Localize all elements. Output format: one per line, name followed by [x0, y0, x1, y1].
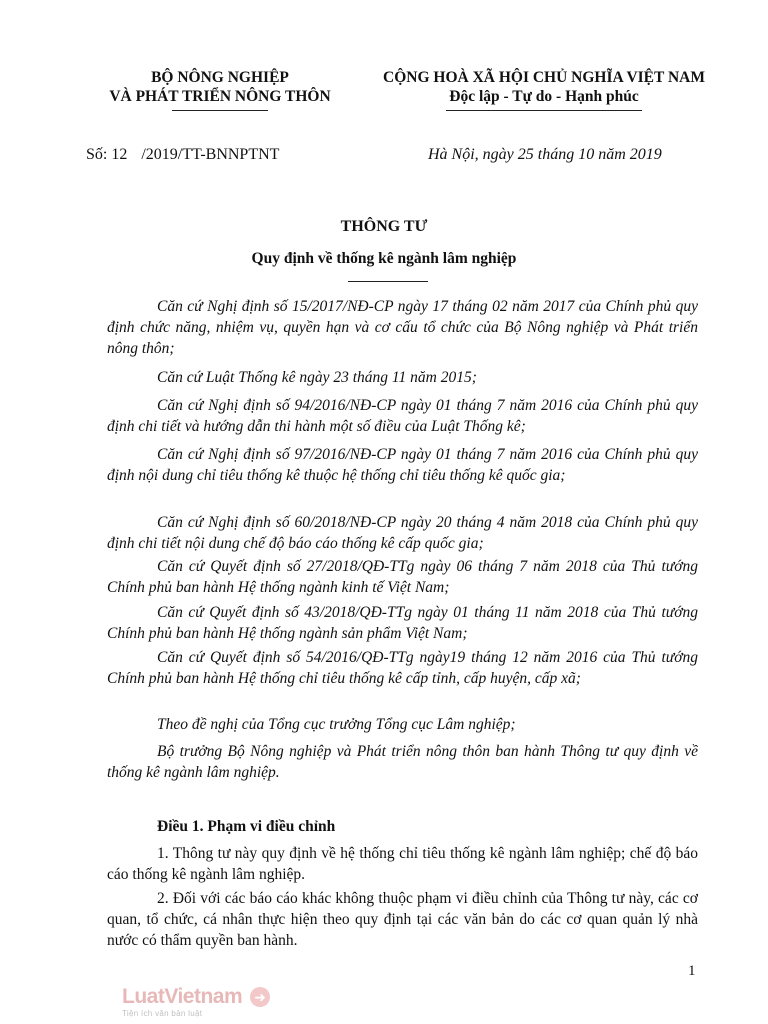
- preamble-item: Căn cứ Nghị định số 97/2016/NĐ-CP ngày 01 tháng 7 năm 2016 của Chính phủ quy định nội dung chỉ tiêu thống kê thuộc hệ thống chỉ tiêu thống kê quốc gia;: [107, 446, 698, 484]
- preamble-item: Căn cứ Quyết định số 54/2016/QĐ-TTg ngày19 tháng 12 năm 2016 của Thủ tướng Chính phủ ban hành Hệ thống chỉ tiêu thống kê cấp tỉnh, cấp huyện, cấp xã;: [107, 649, 698, 687]
- nation-line-1: CỘNG HOÀ XÃ HỘI CHỦ NGHĨA VIỆT NAM: [383, 69, 705, 86]
- document-number: [86, 146, 279, 164]
- nation-line-2: Độc lập - Tự do - Hạnh phúc: [449, 88, 639, 105]
- ministry-underline: [172, 110, 268, 111]
- preamble-item: Căn cứ Nghị định số 60/2018/NĐ-CP ngày 20 tháng 4 năm 2018 của Chính phủ quy định chi tiết nội dung chế độ báo cáo thống kê cấp quốc gia;: [107, 514, 698, 552]
- article-1-clause: 1. Thông tư này quy định về hệ thống chỉ tiêu thống kê ngành lâm nghiệp; chế độ báo cáo thống kê ngành lâm nghiệp.: [107, 845, 698, 883]
- arrow-right-icon: ➜: [250, 987, 270, 1007]
- national-motto: [360, 68, 728, 106]
- place-date: Hà Nội, ngày 25 tháng 10 năm 2019: [428, 146, 662, 163]
- ministry-line-1: BỘ NÔNG NGHIỆP: [151, 69, 289, 86]
- ministry-line-2: VÀ PHÁT TRIỂN NÔNG THÔN: [109, 88, 331, 105]
- preamble-item: Căn cứ Nghị định số 94/2016/NĐ-CP ngày 01 tháng 7 năm 2016 của Chính phủ quy định chi tiết và hướng dẫn thi hành một số điều của Luật Thống kê;: [107, 397, 698, 435]
- doc-number-label: Số: 12: [86, 146, 128, 163]
- ministry-name: [70, 68, 370, 106]
- watermark-tagline: Tiện ích văn bản luật: [122, 1009, 203, 1018]
- watermark-brand: LuatVietnam: [122, 985, 243, 1008]
- preamble-item: Căn cứ Quyết định số 43/2018/QĐ-TTg ngày 01 tháng 11 năm 2018 của Thủ tướng Chính phủ ban hành Hệ thống ngành sản phẩm Việt Nam;: [107, 604, 698, 642]
- page-number: 1: [688, 963, 696, 979]
- document-type-title: THÔNG TƯ: [340, 218, 428, 235]
- preamble-item: Theo đề nghị của Tổng cục trưởng Tổng cục Lâm nghiệp;: [157, 716, 516, 733]
- article-1-heading: Điều 1. Phạm vi điều chỉnh: [157, 818, 336, 835]
- preamble-item: Căn cứ Quyết định số 27/2018/QĐ-TTg ngày 06 tháng 7 năm 2018 của Thủ tướng Chính phủ ban hành Hệ thống ngành kinh tế Việt Nam;: [107, 558, 698, 596]
- doc-number-suffix: /2019/TT-BNNPTNT: [141, 146, 280, 163]
- title-underline: [348, 281, 428, 282]
- preamble-item: Căn cứ Nghị định số 15/2017/NĐ-CP ngày 17 tháng 02 năm 2017 của Chính phủ quy định chức năng, nhiệm vụ, quyền hạn và cơ cấu tổ chức của Bộ Nông nghiệp và Phát triển nông thôn;: [107, 298, 698, 357]
- preamble-item: Bộ trưởng Bộ Nông nghiệp và Phát triển nông thôn ban hành Thông tư quy định về thống kê ngành lâm nghiệp.: [107, 743, 698, 781]
- watermark-logo: [118, 985, 288, 1021]
- article-1-clause: 2. Đối với các báo cáo khác không thuộc phạm vi điều chỉnh của Thông tư này, các cơ quan, tổ chức, cá nhân thực hiện theo quy định tại các văn bản do các cơ quan quản lý nhà nước có thẩm quyền ban hành.: [107, 890, 698, 949]
- document-subject: Quy định về thống kê ngành lâm nghiệp: [251, 250, 517, 267]
- motto-underline: [446, 110, 642, 111]
- preamble-item: Căn cứ Luật Thống kê ngày 23 tháng 11 năm 2015;: [157, 369, 477, 386]
